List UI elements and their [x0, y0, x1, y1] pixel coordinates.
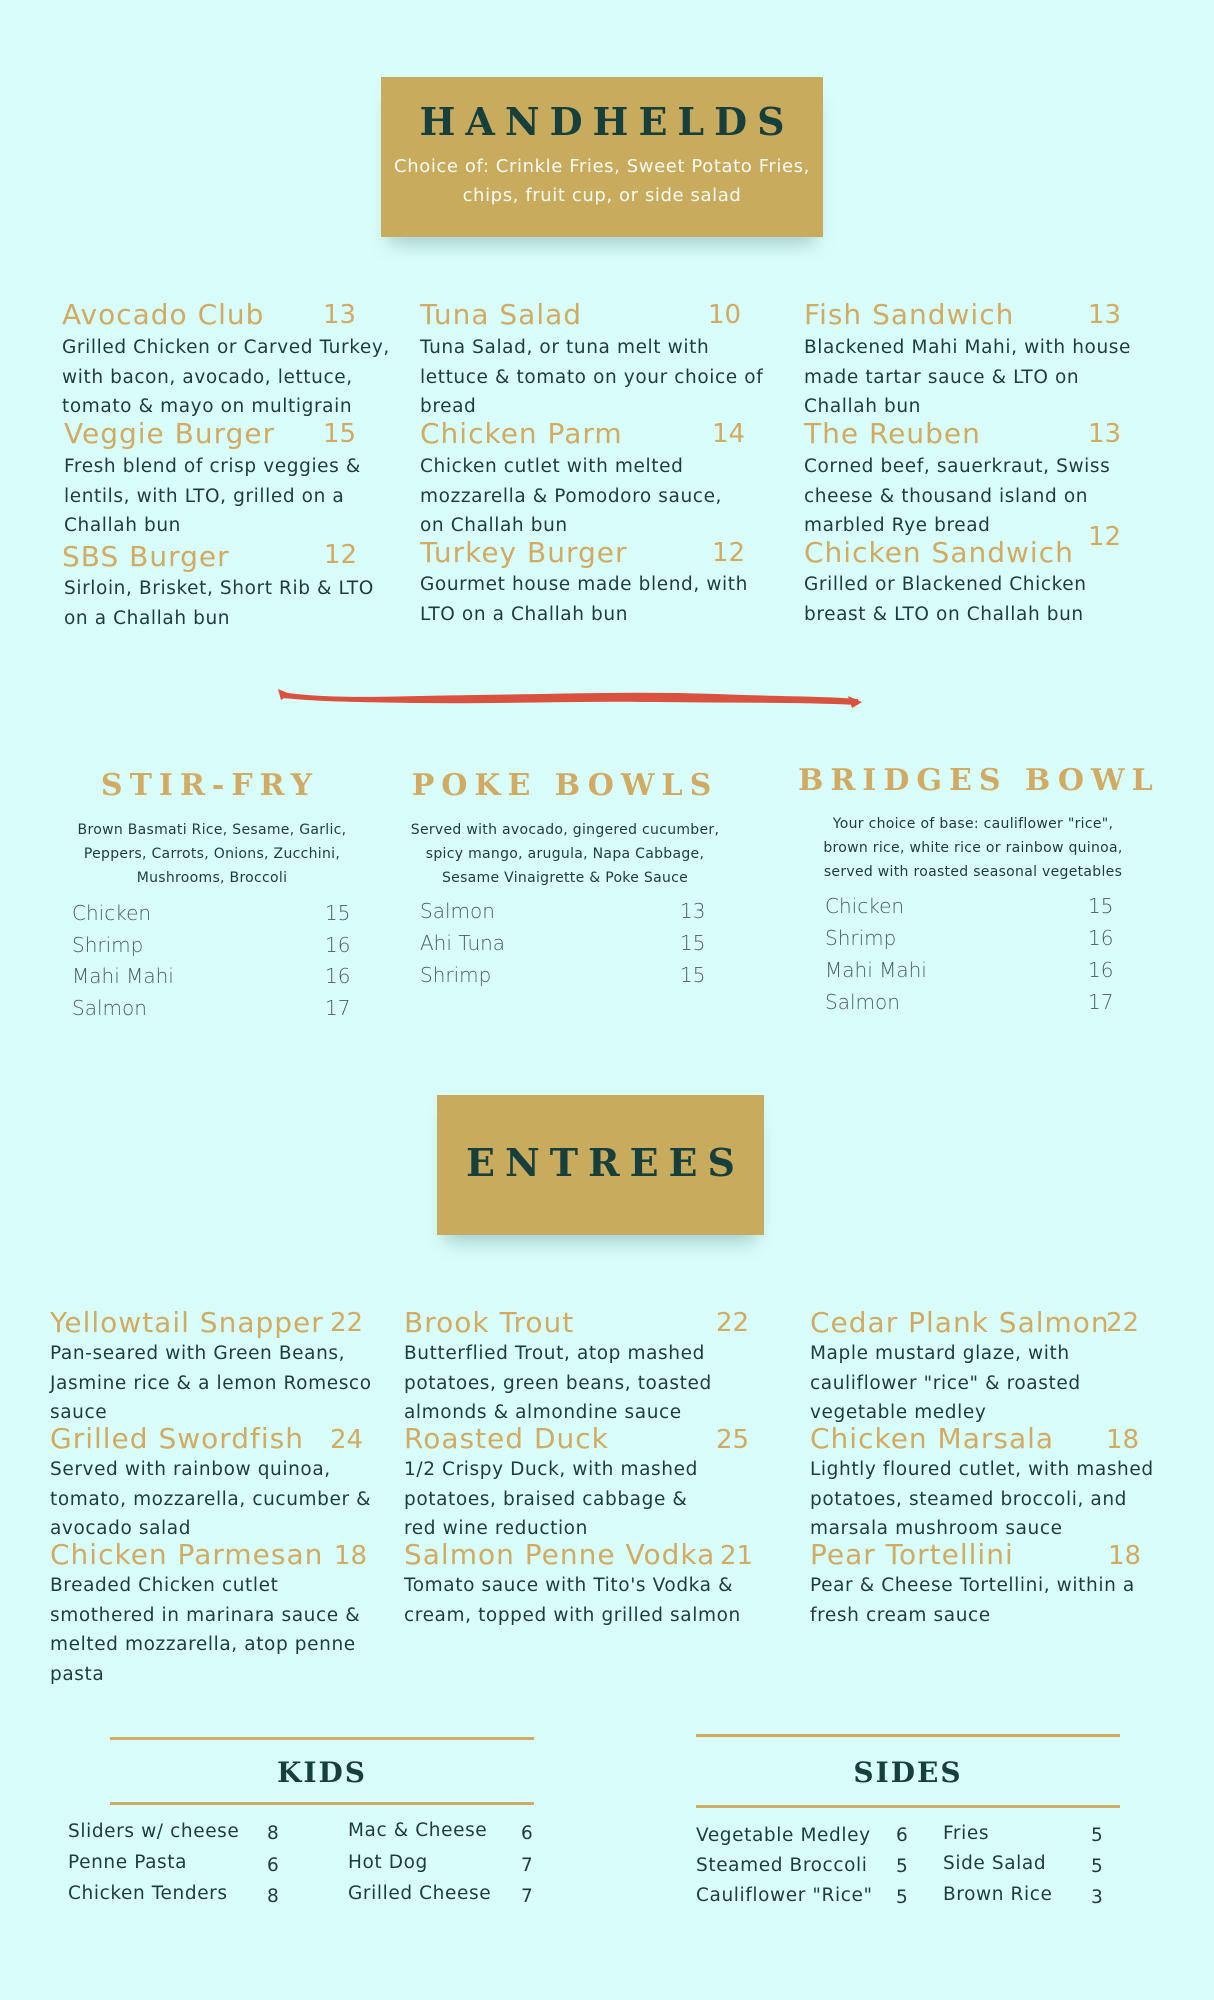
entrees-title: ENTREES	[466, 1140, 745, 1185]
bridges-bowl-desc: Your choice of base: cauliflower "rice", brown rice, white rice or rainbow quinoa, served with roasted seasonal vegetables	[823, 816, 1123, 880]
kids-item-price: 6	[521, 1823, 534, 1844]
entree-price: 25	[716, 1425, 750, 1455]
handheld-desc: Grilled Chicken or Carved Turkey, with bacon, avocado, lettuce, tomato & mayo on multigrain	[62, 337, 390, 417]
entree-desc: Pan-seared with Green Beans, Jasmine rice & a lemon Romesco sauce	[50, 1343, 372, 1423]
handhelds-subtitle-2: chips, fruit cup, or side salad	[462, 185, 742, 206]
handheld-desc: Chicken cutlet with melted mozzarella & Pomodoro sauce, on Challah bun	[420, 456, 723, 536]
option-price: 16	[325, 933, 351, 957]
option-name: Mahi Mahi	[825, 958, 927, 982]
option-name: Ahi Tuna	[420, 931, 506, 955]
entree-name: Grilled Swordfish	[50, 1422, 305, 1455]
handheld-desc: Grilled or Blackened Chicken breast & LTO on Challah bun	[804, 574, 1087, 625]
entree-desc: Lightly floured cutlet, with mashed potatoes, steamed broccoli, and marsala mushroom sauce	[810, 1459, 1154, 1539]
option-price: 16	[1088, 958, 1114, 982]
option-price: 16	[1088, 926, 1114, 950]
option-price: 17	[1088, 990, 1114, 1014]
handheld-desc: Tuna Salad, or tuna melt with lettuce & tomato on your choice of bread	[420, 337, 764, 417]
option-name: Chicken	[72, 901, 152, 925]
entree-desc: Breaded Chicken cutlet smothered in marinara sauce & melted mozzarella, atop penne pasta	[50, 1575, 361, 1685]
entree-price: 24	[330, 1425, 364, 1455]
handheld-desc: Fresh blend of crisp veggies & lentils, with LTO, grilled on a Challah bun	[64, 456, 361, 536]
kids-item-name: Penne Pasta	[68, 1852, 188, 1873]
entree-desc: Maple mustard glaze, with cauliflower "rice" & roasted vegetable medley	[810, 1343, 1081, 1423]
option-price: 13	[680, 899, 706, 923]
kids-item-name: Mac & Cheese	[348, 1820, 488, 1841]
handheld-name: SBS Burger	[62, 540, 230, 573]
sides-item-name: Brown Rice	[943, 1884, 1053, 1905]
entree-desc: Butterflied Trout, atop mashed potatoes, green beans, toasted almonds & almondine sauce	[404, 1343, 712, 1423]
sides-item-name: Side Salad	[943, 1853, 1047, 1874]
kids-item-price: 6	[267, 1855, 280, 1876]
entrees-banner	[437, 1095, 764, 1235]
sides-item-name: Vegetable Medley	[696, 1825, 871, 1846]
option-name: Salmon	[825, 990, 900, 1014]
handheld-name: Tuna Salad	[420, 298, 583, 331]
handheld-price: 10	[708, 300, 742, 330]
option-name: Shrimp	[825, 926, 897, 950]
option-name: Salmon	[420, 899, 495, 923]
kids-item-name: Sliders w/ cheese	[68, 1821, 240, 1842]
option-name: Shrimp	[72, 933, 144, 957]
entree-desc: Served with rainbow quinoa, tomato, mozzarella, cucumber & avocado salad	[50, 1459, 372, 1539]
bridges-bowl-title: BRIDGES BOWL	[798, 763, 1160, 798]
entree-name: Brook Trout	[404, 1306, 575, 1339]
sides-item-price: 5	[1091, 1856, 1104, 1877]
kids-item-name: Grilled Cheese	[348, 1883, 492, 1904]
sides-rule-top	[696, 1734, 1120, 1737]
option-price: 17	[325, 996, 351, 1020]
handheld-name: Veggie Burger	[64, 417, 276, 450]
sides-item-price: 5	[1091, 1825, 1104, 1846]
sides-item-name: Fries	[943, 1823, 990, 1844]
handhelds-banner	[381, 77, 823, 237]
handheld-name: Chicken Sandwich	[804, 536, 1074, 569]
entree-name: Pear Tortellini	[810, 1538, 1014, 1571]
option-price: 15	[680, 963, 706, 987]
kids-item-price: 8	[267, 1823, 280, 1844]
handheld-desc: Corned beef, sauerkraut, Swiss cheese & thousand island on marbled Rye bread	[804, 456, 1111, 536]
option-price: 16	[325, 964, 351, 988]
entree-name: Salmon Penne Vodka	[404, 1538, 716, 1571]
handheld-name: The Reuben	[804, 417, 981, 450]
sides-item-price: 5	[896, 1856, 909, 1877]
handhelds-title: HANDHELDS	[419, 99, 795, 144]
handheld-price: 12	[324, 540, 358, 570]
entree-price: 22	[1106, 1308, 1140, 1338]
option-price: 15	[1088, 894, 1114, 918]
sides-item-price: 3	[1091, 1887, 1104, 1908]
option-name: Chicken	[825, 894, 905, 918]
sides-item-price: 5	[896, 1887, 909, 1908]
poke-bowls-desc: Served with avocado, gingered cucumber, spicy mango, arugula, Napa Cabbage, Sesame Vinaigrette & Poke Sauce	[410, 822, 720, 886]
handheld-name: Avocado Club	[62, 298, 265, 331]
entree-price: 22	[330, 1308, 364, 1338]
handheld-name: Turkey Burger	[420, 536, 628, 569]
sides-title: SIDES	[853, 1756, 963, 1789]
brush-divider	[276, 678, 862, 712]
handheld-name: Fish Sandwich	[804, 298, 1015, 331]
entree-name: Chicken Marsala	[810, 1422, 1055, 1455]
kids-title: KIDS	[277, 1756, 367, 1789]
option-price: 15	[325, 901, 351, 925]
kids-item-name: Chicken Tenders	[68, 1883, 228, 1904]
sides-item-name: Cauliflower "Rice"	[696, 1885, 873, 1906]
entree-desc: Pear & Cheese Tortellini, within a fresh cream sauce	[810, 1575, 1135, 1626]
option-price: 15	[680, 931, 706, 955]
entree-name: Cedar Plank Salmon	[810, 1306, 1110, 1339]
kids-item-price: 8	[267, 1886, 280, 1907]
option-name: Shrimp	[420, 963, 492, 987]
handheld-price: 12	[1088, 522, 1122, 552]
poke-bowls-title: POKE BOWLS	[411, 768, 719, 803]
entree-desc: Tomato sauce with Tito's Vodka & cream, topped with grilled salmon	[404, 1575, 741, 1626]
kids-item-price: 7	[521, 1855, 534, 1876]
kids-item-price: 7	[521, 1886, 534, 1907]
entree-name: Roasted Duck	[404, 1422, 609, 1455]
stir-fry-title: STIR-FRY	[100, 768, 320, 803]
handheld-price: 12	[712, 538, 746, 568]
option-name: Mahi Mahi	[72, 964, 174, 988]
handheld-price: 13	[1088, 300, 1122, 330]
entree-price: 18	[1106, 1425, 1140, 1455]
handhelds-subtitle-1: Choice of: Crinkle Fries, Sweet Potato Fries,	[394, 156, 810, 177]
handheld-desc: Blackened Mahi Mahi, with house made tartar sauce & LTO on Challah bun	[804, 337, 1131, 417]
sides-rule-bottom	[696, 1805, 1120, 1808]
handheld-desc: Sirloin, Brisket, Short Rib & LTO on a Challah bun	[64, 578, 374, 629]
stir-fry-desc: Brown Basmati Rice, Sesame, Garlic, Peppers, Carrots, Onions, Zucchini, Mushrooms, Broccoli	[77, 822, 347, 886]
sides-item-name: Steamed Broccoli	[696, 1855, 868, 1876]
entree-price: 18	[1108, 1541, 1142, 1571]
entree-price: 21	[720, 1541, 754, 1571]
sides-item-price: 6	[896, 1825, 909, 1846]
entree-price: 18	[334, 1541, 368, 1571]
handheld-price: 13	[1088, 419, 1122, 449]
handheld-price: 13	[323, 300, 357, 330]
handheld-price: 15	[323, 419, 357, 449]
handheld-desc: Gourmet house made blend, with LTO on a Challah bun	[420, 574, 748, 625]
handheld-price: 14	[712, 419, 746, 449]
entree-price: 22	[716, 1308, 750, 1338]
kids-item-name: Hot Dog	[348, 1852, 428, 1873]
option-name: Salmon	[72, 996, 147, 1020]
entree-name: Chicken Parmesan	[50, 1538, 324, 1571]
kids-rule-bottom	[110, 1802, 534, 1805]
handheld-name: Chicken Parm	[420, 417, 623, 450]
entree-name: Yellowtail Snapper	[50, 1306, 324, 1339]
kids-rule-top	[110, 1737, 534, 1740]
entree-desc: 1/2 Crispy Duck, with mashed potatoes, braised cabbage & red wine reduction	[404, 1459, 698, 1539]
